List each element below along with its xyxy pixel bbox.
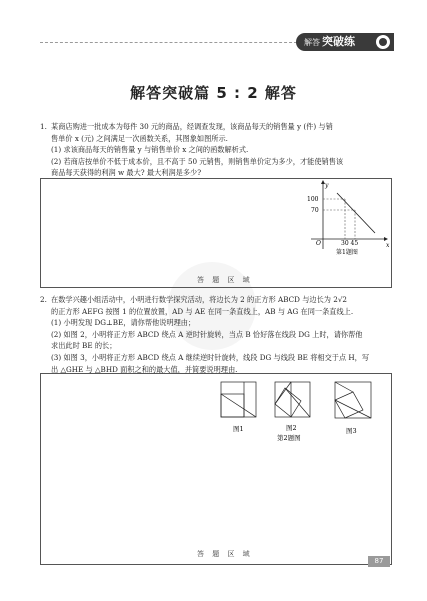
figure-3-label: 图3 (346, 427, 357, 435)
question-2-line-7: 出 △GHE 与 △BHD 面积之和的最大值，并简要说明理由. (51, 364, 238, 374)
question-1-number: 1. (40, 122, 47, 131)
figure-3 (335, 382, 371, 418)
answer-area-1-label: 答 题 区 域 (197, 276, 253, 284)
section-banner (296, 33, 394, 51)
question-2-line-2: 的正方形 AEFG 按图 1 的位置放置，AD 与 AE 在同一条直线上，AB 与 AG 在同一条直线上. (51, 306, 354, 316)
graph-caption: 第1题图 (336, 249, 358, 256)
figure-1-label: 图1 (233, 425, 244, 433)
x-axis-arrow-icon (384, 237, 388, 241)
page-title: 解答突破篇 5 : 2 解答 (130, 84, 297, 102)
graph-line (337, 193, 375, 233)
answer-area-2-label: 答 题 区 域 (197, 550, 253, 558)
question-2-line-3: (1) 小明发现 DG⊥BE，请你帮他说明理由； (51, 318, 196, 328)
question-2-line-1: 在数学兴趣小组活动中，小明进行数学探究活动，将边长为 2 的正方形 ABCD 与边长为 2√2 (51, 295, 347, 304)
banner-decoration-icon (376, 35, 390, 49)
question-2 (40, 294, 390, 375)
figure-1 (221, 382, 256, 417)
graph-y-label: y (325, 182, 329, 189)
figure-caption: 第2题图 (277, 434, 301, 442)
question-2-line-6: (3) 如图 3，小明将正方形 ABCD 绕点 A 继续逆时针旋转，线段 DG 与线段 BE 将相交于点 H，写 (51, 352, 370, 362)
graph-x-ticks: 30 45 (341, 240, 359, 247)
header-dashed-rule (40, 42, 302, 43)
question-1-line-5: 商品每天获得的利润 w 最大? 最大利润是多少? (51, 168, 202, 178)
question-2-number: 2. (40, 295, 47, 304)
graph-y-tick-100: 100 (307, 196, 319, 203)
answer-area-1[interactable] (40, 178, 392, 288)
banner-small-label: 解答 (304, 38, 320, 47)
question-2-figures (41, 374, 393, 566)
question-1-line-1: 某商店购进一批成本为每件 30 元的商品，经调查发现，该商品每天的销售量 y (件) 与销 (51, 122, 333, 131)
banner-label: 突破练 (322, 35, 355, 48)
graph-origin: O (316, 240, 321, 247)
figure-2-label: 图2 (286, 424, 297, 432)
graph-x-label: x (386, 242, 390, 249)
question-2-line-4: (2) 如图 2，小明将正方形 ABCD 绕点 A 逆时针旋转，当点 B 恰好落在线段 DG 上时，请你帮他 (51, 329, 363, 339)
question-1 (40, 121, 390, 179)
question-1-graph (41, 179, 393, 289)
question-1-line-4: (2) 若商店按单价不低于成本价，且不高于 50 元销售，则销售单价定为多少，才能使销售该 (51, 156, 344, 166)
answer-area-2[interactable] (40, 373, 392, 565)
question-1-line-2: 售单价 x (元) 之间满足一次函数关系，其图象如图所示. (51, 133, 228, 143)
graph-y-tick-70: 70 (311, 207, 319, 214)
question-1-line-3: (1) 求该商品每天的销售量 y 与销售单价 x 之间的函数解析式. (51, 145, 249, 155)
page-number: 87 (368, 556, 390, 567)
figure-2 (275, 382, 310, 417)
question-2-line-5: 求出此时 BE 的长； (51, 341, 117, 351)
